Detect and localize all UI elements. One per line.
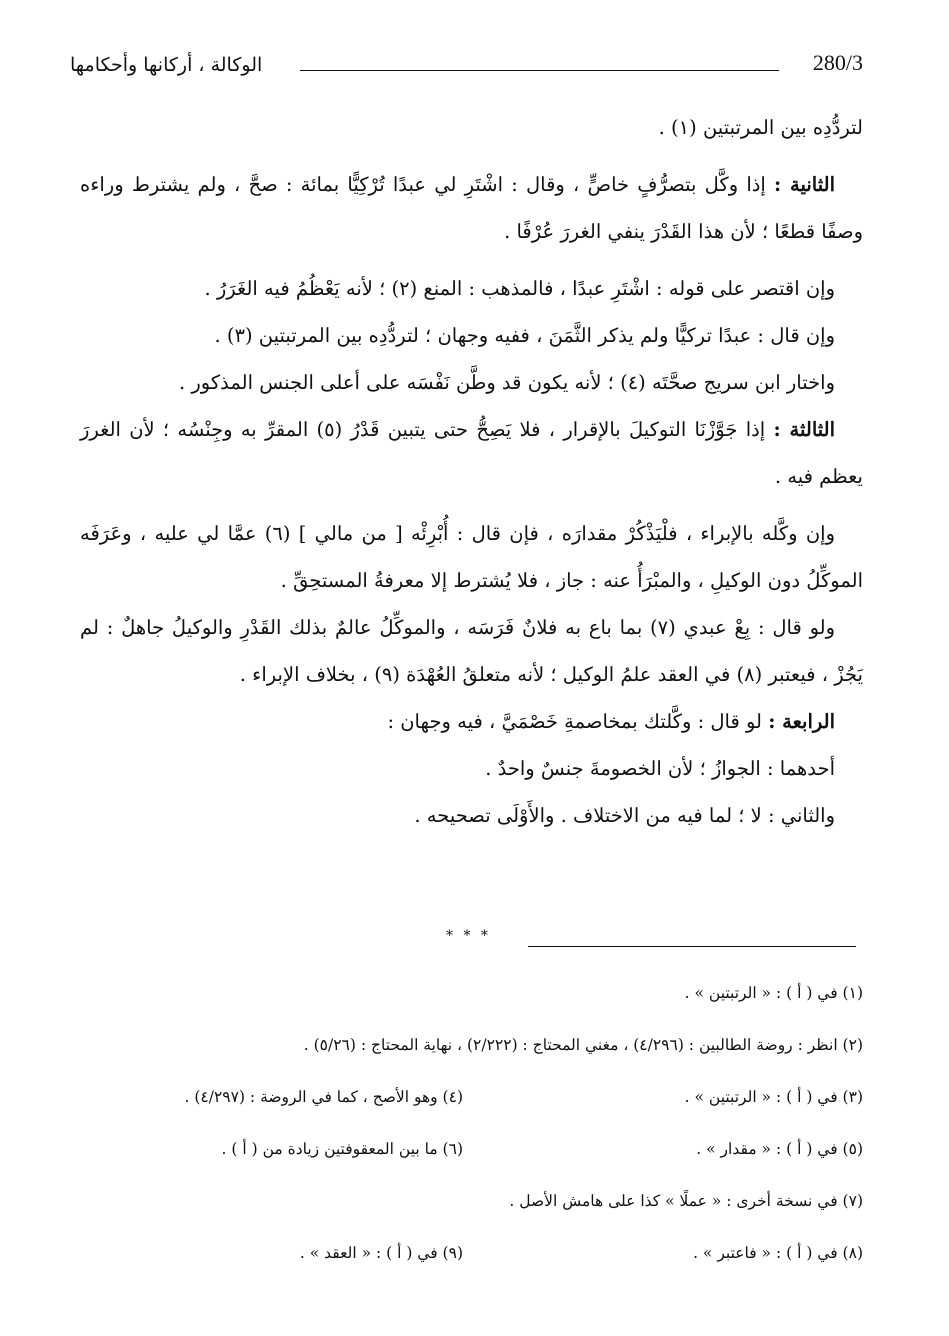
section-separator: * * * xyxy=(446,928,491,944)
footnotes xyxy=(90,982,863,1294)
page-header xyxy=(70,48,863,88)
footnote-3: (٣) في ( أ ) : « الرتبتين » . xyxy=(684,1088,863,1106)
page-number: 280/3 xyxy=(812,50,863,75)
section-text-fourth: لو قال : وكَّلتك بمخاصمةِ خَصْمَيَّ ، فيه وجهان : xyxy=(387,710,769,733)
section-text-third: إذا جَوَّزْنَا التوكيلَ بالإقرار ، فلا يَصِحُّ حتى يتبين قَدْرُ (٥) المقرِّ به وجِنْسُه ؛ لأن الغررَ يعظم فيه . xyxy=(80,418,863,488)
footnote-7: (٧) في نسخة أخرى : « عملًا » كذا على هامش الأصل . xyxy=(509,1192,863,1210)
section-lead-fourth: الرابعة : xyxy=(768,710,835,733)
footnote-row xyxy=(90,1242,863,1294)
paragraph-fourth xyxy=(80,698,863,745)
header-rule xyxy=(300,70,779,71)
section-text-second: إذا وكَّل بتصرُّفٍ خاصٍّ ، وقال : اشْتَرِ لي عبدًا تُرْكِيًّا بمائة : صحَّ ، ولم يشترط وراءه وصفًا قطعًا ؛ لأن هذا القَدْرَ ينفي الغررَ عُرْفًا . xyxy=(80,173,863,243)
footnote-row xyxy=(90,1086,863,1138)
section-lead-second: الثانية : xyxy=(774,173,835,196)
paragraph-7: ولو قال : بِعْ عبدي (٧) بما باع به فلانٌ فَرَسَه ، والموكِّلُ عالمٌ بذلك القَدْرِ والوكيلُ جاهلٌ : لم يَجُزْ ، فيعتبر (٨) في العقد علمُ الوكيل ؛ لأنه متعلقُ العُهْدَة (٩) ، بخلاف الإبراء . xyxy=(80,616,863,686)
paragraph-10: والثاني : لا ؛ لما فيه من الاختلاف . والأَوْلَى تصحيحه . xyxy=(414,804,835,827)
footnote-row xyxy=(90,1138,863,1190)
paragraph-4: واختار ابن سريج صحَّتَه (٤) ؛ لأنه يكون قد وطَّن نَفْسَه على أعلى الجنس المذكور . xyxy=(178,371,835,394)
section-lead-third: الثالثة : xyxy=(773,418,836,441)
paragraph-6: وإن وكَّله بالإبراء ، فلْيَذْكُرْ مقدارَه ، فإن قال : أُبْرِئْه [ من مالي ] (٦) عمَّا لي عليه ، وعَرَفَه الموكِّلُ دون الوكيلِ ، والمبْرَأُ عنه : جاز ، فلا يُشترط إلا معرفةُ المستحِقِّ . xyxy=(80,522,863,592)
footnote-1: (١) في ( أ ) : « الرتبتين » . xyxy=(684,984,863,1002)
paragraph-2: وإن اقتصر على قوله : اشْتَرِ عبدًا ، فالمذهب : المنع (٢) ؛ لأنه يَعْظُمُ فيه الغَرَرُ . xyxy=(204,277,835,300)
paragraph-third xyxy=(80,406,863,500)
footnote-9: (٩) في ( أ ) : « العقد » . xyxy=(299,1244,463,1262)
paragraph-0: لتردُّدِه بين المرتبتين (١) . xyxy=(658,116,863,139)
footnote-8: (٨) في ( أ ) : « فاعتبر » . xyxy=(693,1244,863,1262)
paragraph-9: أحدهما : الجوازُ ؛ لأن الخصومةَ جنسٌ واحدٌ . xyxy=(485,757,835,780)
footnote-2: (٢) انظر : روضة الطالبين : (٤/٢٩٦) ، مغني المحتاج : (٢/٢٢٢) ، نهاية المحتاج : (٥/٢٦) . xyxy=(303,1036,863,1054)
footnote-6: (٦) ما بين المعقوفتين زيادة من ( أ ) . xyxy=(221,1140,463,1158)
main-text xyxy=(80,104,863,839)
footnote-5: (٥) في ( أ ) : « مقدار » . xyxy=(696,1140,863,1158)
footnote-row xyxy=(90,1190,863,1242)
footnote-row xyxy=(90,1034,863,1086)
footnote-row xyxy=(90,982,863,1034)
paragraph-3: وإن قال : عبدًا تركيًّا ولم يذكر الثَّمَنَ ، ففيه وجهان ؛ لتردُّدِه بين المرتبتين (٣) . xyxy=(214,324,835,347)
footnote-rule xyxy=(528,946,856,947)
paragraph-second xyxy=(80,161,863,255)
running-title: الوكالة ، أركانها وأحكامها xyxy=(70,54,263,76)
footnote-4: (٤) وهو الأصح ، كما في الروضة : (٤/٢٩٧) . xyxy=(184,1088,463,1106)
